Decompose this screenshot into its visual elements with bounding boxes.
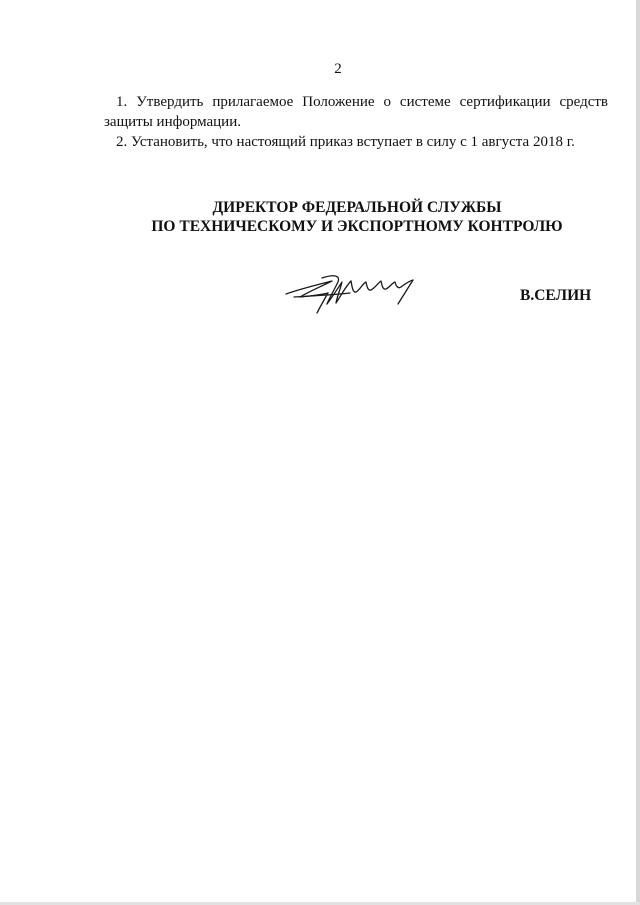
handwritten-signature-icon [282,266,422,318]
page-number: 2 [334,61,342,77]
signatory-title-line-2: ПО ТЕХНИЧЕСКОМУ И ЭКСПОРТНОМУ КОНТРОЛЮ [151,218,563,235]
signatory-title [140,198,574,236]
order-paragraph-1: 1. Утвердить прилагаемое Положение о системе сертификации средств защиты информации. [104,94,608,130]
order-body [104,92,608,152]
order-paragraph-2: 2. Установить, что настоящий приказ вступает в силу с 1 августа 2018 г. [116,134,575,150]
signatory-title-line-1: ДИРЕКТОР ФЕДЕРАЛЬНОЙ СЛУЖБЫ [212,199,502,216]
signer-name: В.СЕЛИН [520,287,592,304]
page-edge-right [636,0,640,905]
